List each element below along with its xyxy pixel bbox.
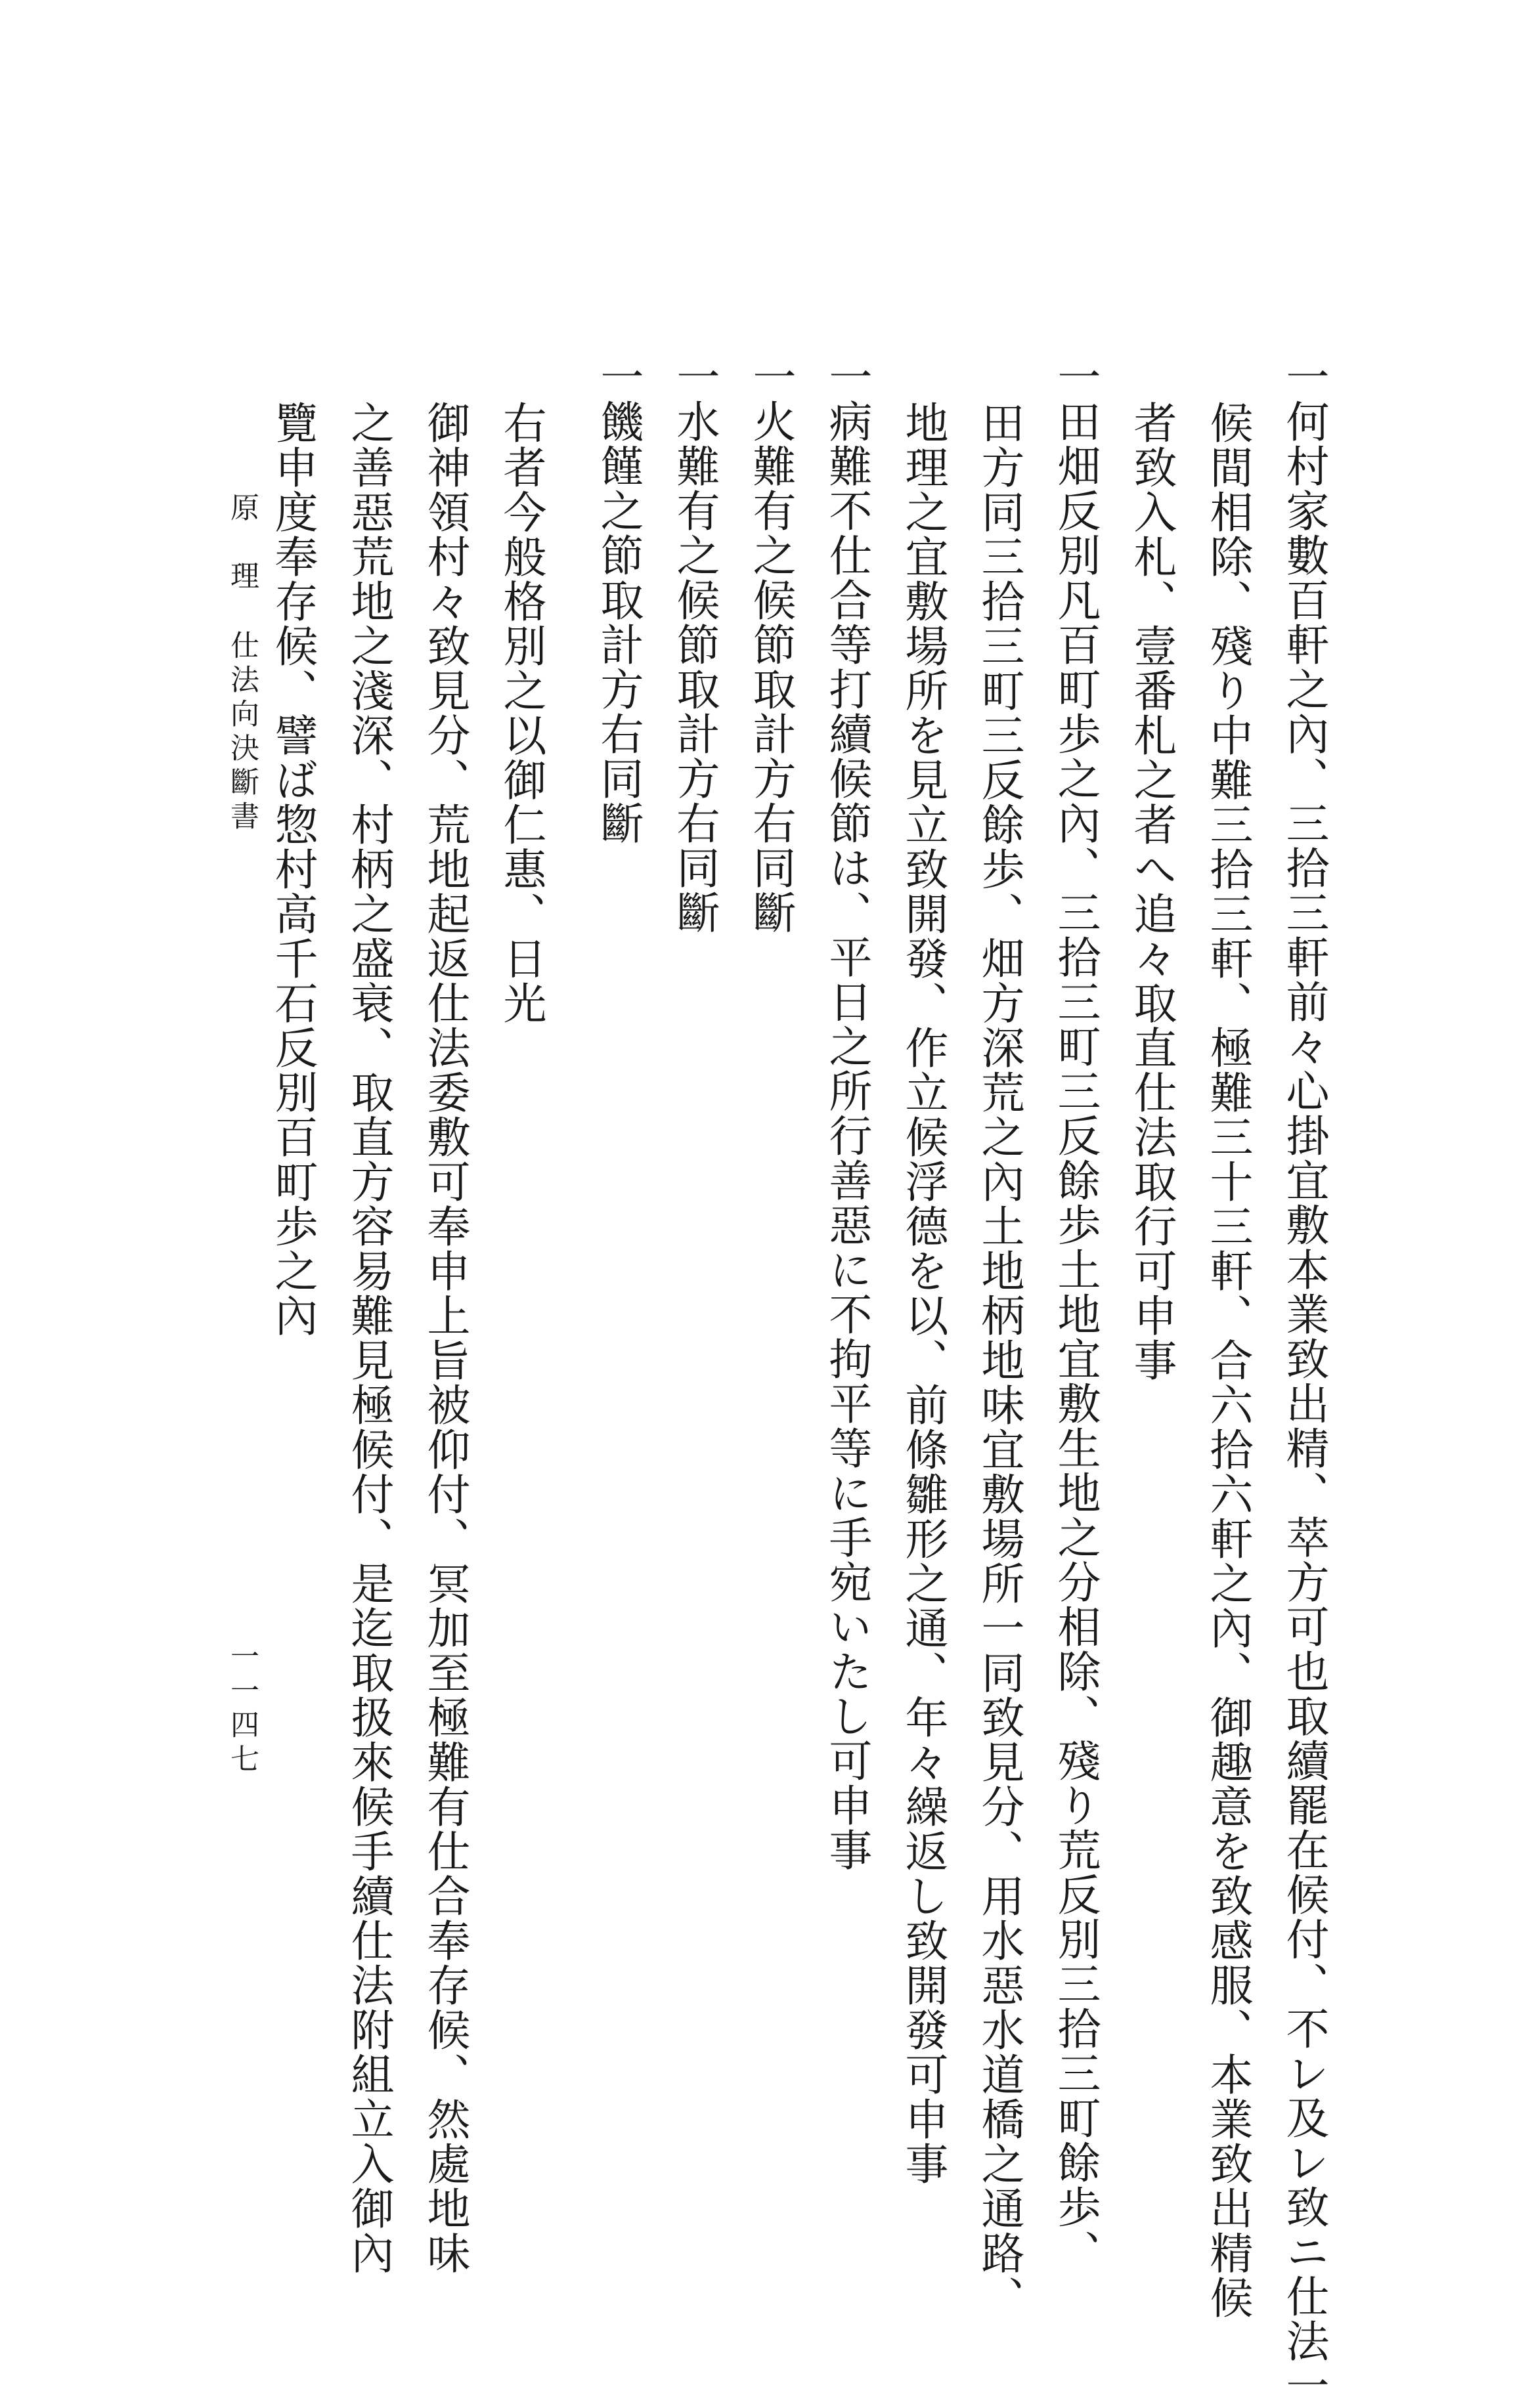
text-line-14: 覽申度奉存候、譬ば惣村高千石反別百町歩之內 [267, 400, 318, 1338]
text-line-11: 右者今般格別之以御仁惠、日光 [496, 400, 546, 1025]
text-line-3: 者致入札、壹番札之者へ追々取直仕法取行可申事 [1126, 400, 1177, 1383]
text-line-10: 一饑饉之節取計方右同斷 [593, 355, 644, 846]
text-line-13: 之善惡荒地之淺深、村柄之盛衰、取直方容易難見極候付、是迄取扱來候手續仕法附組立入御內 [343, 400, 394, 2275]
running-head-title: 原 理 [225, 492, 259, 595]
text-line-1: 一何村家數百軒之內、三拾三軒前々心掛宜敷本業致出精、萃方可也取續罷在候付、不レ及レ致ニ仕法一 [1279, 355, 1329, 2408]
text-line-8: 一火難有之候節取計方右同斷 [745, 355, 796, 935]
text-line-12: 御神領村々致見分、荒地起返仕法委敷可奉申上旨被仰付、冥加至極難有仕合奉存候、然處地味 [420, 400, 470, 2275]
text-line-9: 一水難有之候節取計方右同斷 [669, 355, 720, 935]
text-line-4: 一田畑反別凡百町歩之內、三拾三町三反餘歩土地宜敷生地之分相除、殘り荒反別三拾三町餘歩、 [1050, 355, 1101, 2274]
text-line-5: 田方同三拾三町三反餘歩、畑方深荒之內土地柄地味宜敷場所一同致見分、用水惡水道橋之通路、 [974, 400, 1024, 2320]
text-line-2: 候間相除、殘り中難三拾三軒、極難三十三軒、合六拾六軒之內、御趣意を致感服、本業致出精候 [1202, 400, 1253, 2320]
text-line-6: 地理之宜敷場所を見立致開發、作立候浮德を以、前條雛形之通、年々繰返し致開發可申事 [898, 400, 948, 2186]
page-number: 一一四七 [225, 1641, 259, 1778]
running-head-subtitle: 仕法向決斷書 [225, 630, 259, 835]
text-line-7: 一病難不仕合等打續候節は、平日之所行善惡に不拘平等に手宛いたし可申事 [822, 355, 872, 1872]
